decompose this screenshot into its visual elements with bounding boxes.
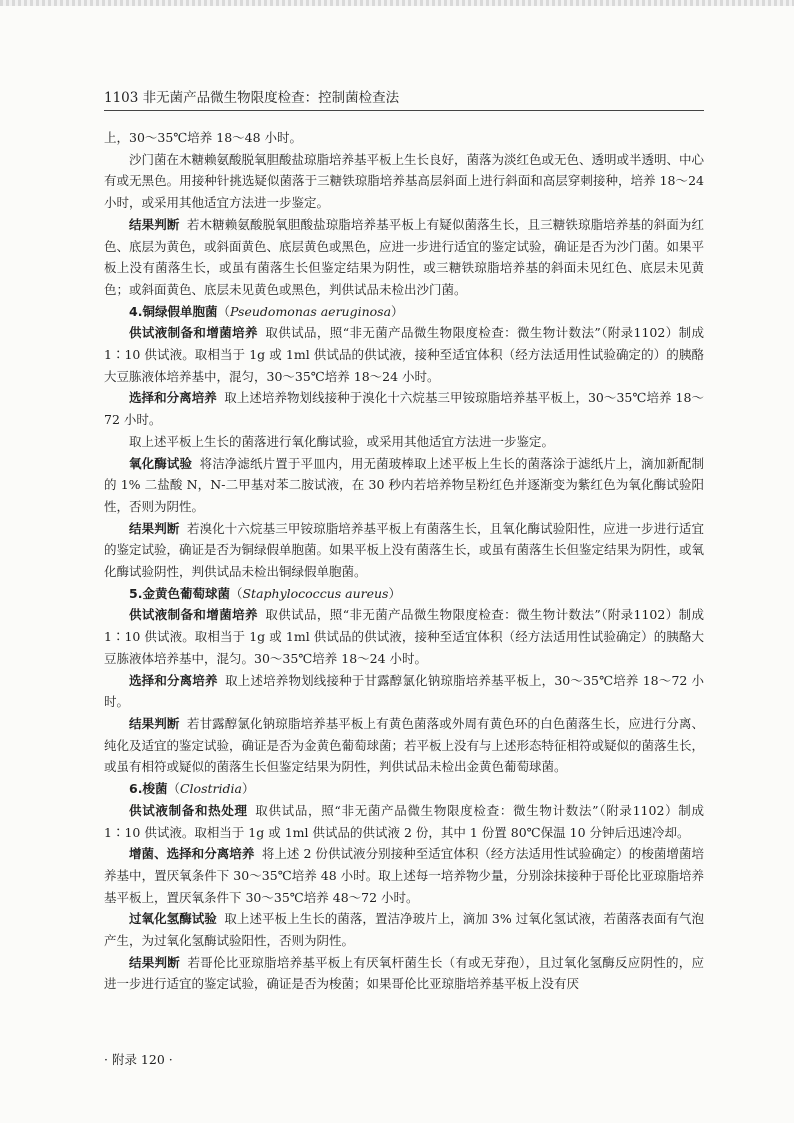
paragraph-salmonella-result: 结果判断 若木糖赖氨酸脱氧胆酸盐琼脂培养基平板上有疑似菌落生长，且三糖铁琼脂培养基的斜面为红色、底层为黄色，或斜面黄色、底层黄色或黑色，应进一步进行适宜的鉴定试验，确证是否为沙门菌。如果平板上没有菌落生长，或虽有菌落生长但鉴定结果为阴性，或三糖铁琼脂培养基的斜面未见红色、底层未见黄色；或斜面黄色、底层未见黄色或黑色，判供试品未检出沙门菌。: [104, 216, 705, 297]
lead-label: 增菌、选择和分离培养: [129, 846, 255, 862]
paragraph-salmonella-identification: 沙门菌在木糖赖氨酸脱氧胆酸盐琼脂培养基平板上生长良好，菌落为淡红色或无色、透明或半透明、中心有或无黑色。用接种针挑选疑似菌落于三糖铁琼脂培养基高层斜面上进行斜面和高层穿刺接种，培养 18～24 小时，或采用其他适宜方法进一步鉴定。: [104, 151, 705, 211]
paragraph-continuation: 上，30～35℃培养 18～48 小时。: [104, 130, 303, 145]
lead-label: 过氧化氢酶试验: [129, 911, 217, 927]
paragraph-clostridia-preparation: 供试液制备和热处理 取供试品，照“非无菌产品微生物限度检查：微生物计数法”（附录1102）制成 1∶10 供试液。取相当于 1g 或 1ml 供试品的供试液 2 份，其中 1 份置 80℃保温 10 分钟后迅速冷却。: [104, 802, 704, 840]
paragraph-staphylococcus-selection: 选择和分离培养 取上述培养物划线接种于甘露醇氯化钠琼脂培养基平板上，30～35℃培养 18～72 小时。: [104, 672, 704, 710]
paragraph-staphylococcus-result: 结果判断 若甘露醇氯化钠琼脂培养基平板上有黄色菌落或外周有黄色环的白色菌落生长，应进行分离、纯化及适宜的鉴定试验，确证是否为金黄色葡萄球菌；若平板上没有与上述形态特征相符或疑似的菌落生长，或虽有相符或疑似的菌落生长但鉴定结果为阴性，判供试品未检出金黄色葡萄球菌。: [104, 715, 705, 775]
lead-label: 结果判断: [129, 520, 180, 536]
paragraph-clostridia-result: 结果判断 若哥伦比亚琼脂培养基平板上有厌氧杆菌生长（有或无芽孢），且过氧化氢酶反应阴性的，应进一步进行适宜的鉴定试验，确证是否为梭菌；如果哥伦比亚琼脂培养基平板上没有厌: [104, 954, 704, 992]
paragraph-catalase-test: 过氧化氢酶试验 取上述平板上生长的菌落，置洁净玻片上，滴加 3% 过氧化氢试液，若菌落表面有气泡产生，为过氧化氢酶试验阳性，否则为阴性。: [104, 911, 704, 949]
paragraph-clostridia-enrichment: 增菌、选择和分离培养 将上述 2 份供试液分别接种至适宜体积（经方法适用性试验确定）的梭菌增菌培养基中，置厌氧条件下 30～35℃培养 48 小时。取上述每一培养物少量，分别涂抹接种于哥伦比亚琼脂培养基平板上，置厌氧条件下 30～35℃培养 48～72 小时。: [104, 846, 704, 905]
page-number: · 附录 120 ·: [104, 1052, 173, 1067]
paragraph-pseudomonas-preparation: 供试液制备和增菌培养 取供试品，照“非无菌产品微生物限度检查：微生物计数法”（附录1102）制成 1∶10 供试液。取相当于 1g 或 1ml 供试品的供试液，接种至适宜体积（经方法适用性试验确定的）的胰酪大豆胨液体培养基中，混匀，30～35℃培养 18～24 小时。: [104, 325, 704, 384]
paragraph-pseudomonas-oxidase-intro: 取上述平板上生长的菌落进行氧化酶试验，或采用其他适宜方法进一步鉴定。: [129, 433, 555, 449]
lead-label: 选择和分离培养: [129, 390, 217, 406]
paragraph-pseudomonas-selection: 选择和分离培养 取上述培养物划线接种于溴化十六烷基三甲铵琼脂培养基平板上，30～35℃培养 18～72 小时。: [104, 390, 704, 428]
lead-label: 结果判断: [129, 216, 180, 232]
paragraph-pseudomonas-result: 结果判断 若溴化十六烷基三甲铵琼脂培养基平板上有菌落生长，且氧化酶试验阳性，应进一步进行适宜的鉴定试验，确证是否为铜绿假单胞菌。如果平板上没有菌落生长，或虽有菌落生长但鉴定结果为阴性，或氧化酶试验阴性，判供试品未检出铜绿假单胞菌。: [104, 520, 705, 580]
header-rule: [104, 110, 704, 111]
paragraph-oxidase-test: 氧化酶试验 将洁净滤纸片置于平皿内，用无菌玻棒取上述平板上生长的菌落涂于滤纸片上，滴加新配制的 1% 二盐酸 N，N-二甲基对苯二胺试液，在 30 秒内若培养物呈粉红色并逐渐变为紫红色为氧化酶试验阳性，否则为阴性。: [104, 455, 704, 514]
lead-label: 供试液制备和增菌培养: [129, 325, 258, 341]
running-header: 1103 非无菌产品微生物限度检查：控制菌检查法: [104, 90, 400, 106]
lead-label: 供试液制备和增菌培养: [129, 607, 258, 623]
page-body: [104, 127, 704, 995]
scan-top-edge: [0, 0, 794, 6]
lead-label: 结果判断: [129, 954, 181, 970]
section-heading-staphylococcus: 5.金黄色葡萄球菌（Staphylococcus aureus）: [129, 585, 401, 601]
paragraph-staphylococcus-preparation: 供试液制备和增菌培养 取供试品，照“非无菌产品微生物限度检查：微生物计数法”（附录1102）制成 1∶10 供试液。取相当于 1g 或 1ml 供试品的供试液，接种至适宜体积（经方法适用性试验确定）的胰酪大豆胨液体培养基中，混匀。30～35℃培养 18～24 小时。: [104, 607, 704, 666]
lead-label: 供试液制备和热处理: [129, 802, 248, 818]
lead-label: 选择和分离培养: [129, 672, 218, 688]
section-heading-clostridia: 6.梭菌（Clostridia）: [129, 781, 255, 797]
section-heading-pseudomonas: 4.铜绿假单胞菌（Pseudomonas aeruginosa）: [129, 303, 404, 319]
lead-label: 氧化酶试验: [129, 455, 193, 471]
lead-label: 结果判断: [129, 715, 180, 731]
